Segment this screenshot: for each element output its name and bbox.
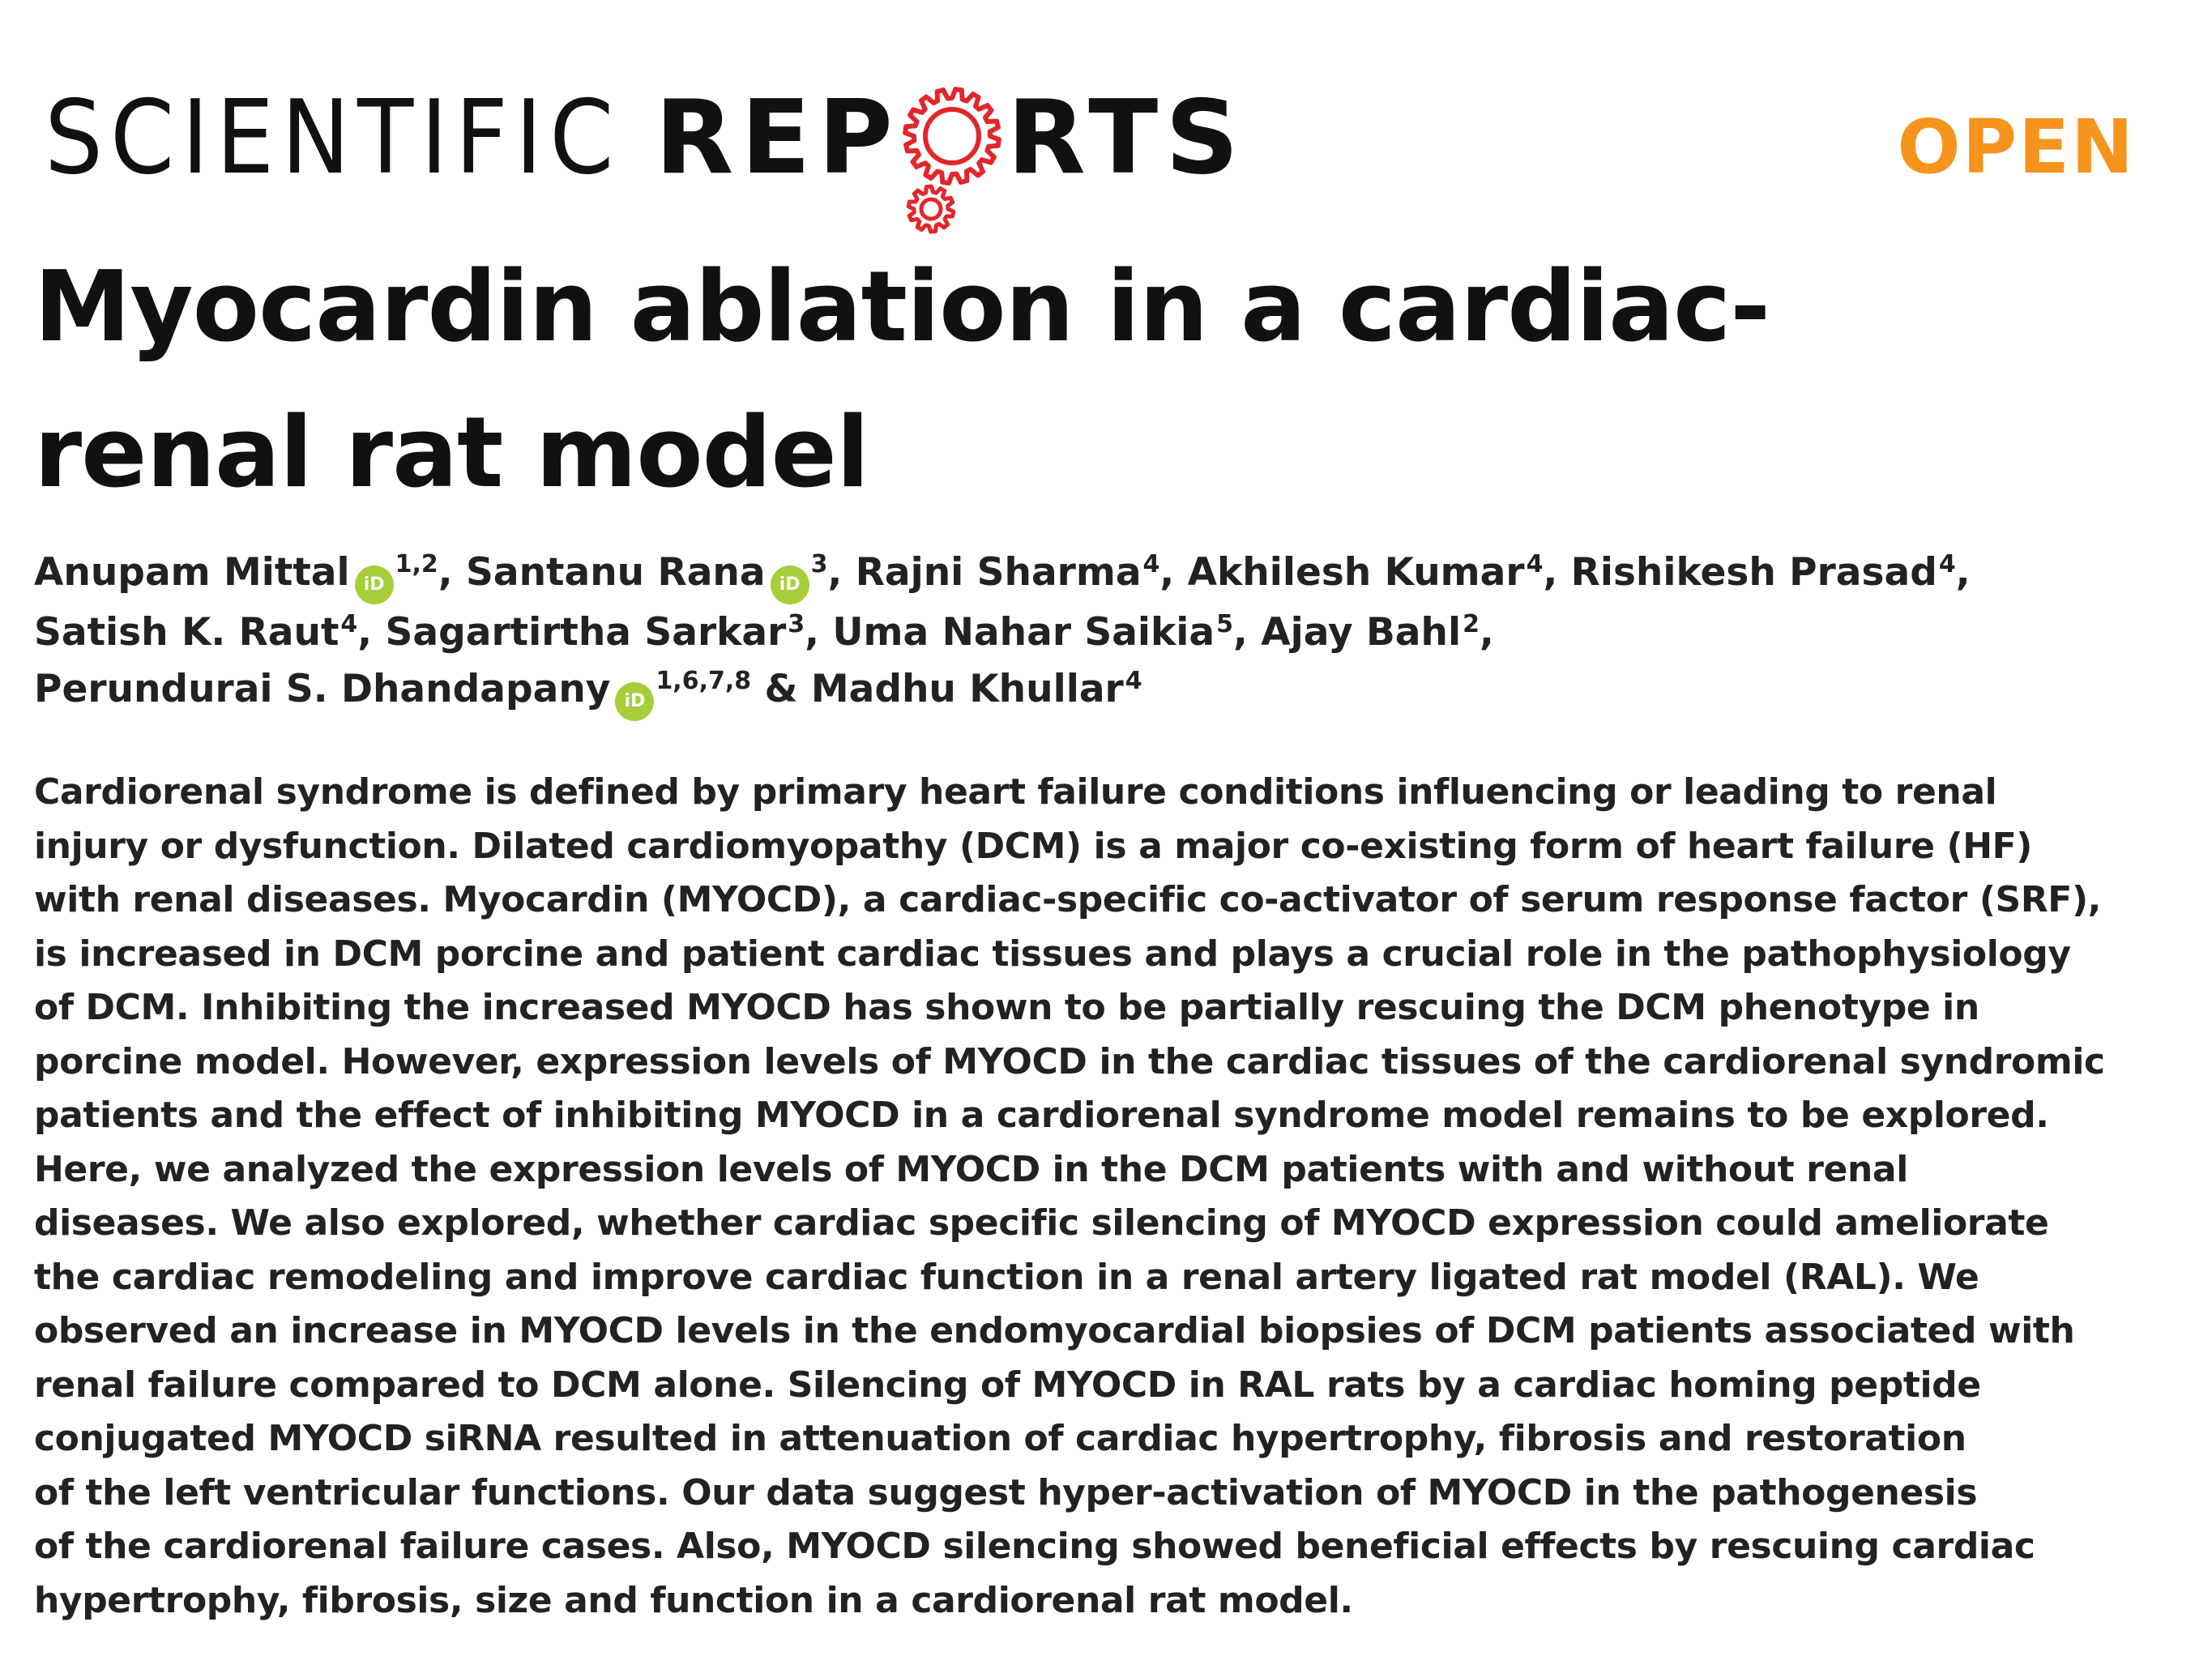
journal-logo[interactable] — [45, 78, 1246, 211]
author-name-text: Satish K. Raut — [34, 610, 339, 655]
affiliation-marker[interactable]: 4 — [340, 610, 358, 638]
author-name[interactable] — [1261, 610, 1480, 655]
abstract-line: Cardiorenal syndrome is defined by primary heart failure conditions influencing or leading to renal — [34, 771, 1997, 813]
affiliation-marker[interactable]: 5 — [1216, 610, 1233, 638]
abstract-line: is increased in DCM porcine and patient cardiac tissues and plays a crucial role in the pathophysiology — [34, 933, 2071, 975]
author-name-text: Sagartirtha Sarkar — [385, 610, 787, 655]
author-separator: , — [827, 550, 856, 595]
author-separator: & — [751, 667, 811, 711]
gear-logo-icon — [903, 81, 1002, 194]
affiliation-marker[interactable]: 3 — [810, 550, 828, 578]
abstract-line: of DCM. Inhibiting the increased MYOCD has shown to be partially rescuing the DCM phenotype in — [34, 987, 1979, 1028]
orcid-icon[interactable]: iD — [615, 682, 654, 721]
abstract-line: observed an increase in MYOCD levels in the endomyocardial biopsies of DCM patients associated with — [34, 1310, 2075, 1351]
author-name[interactable] — [856, 550, 1160, 595]
gear-hub — [921, 199, 941, 219]
affiliation-marker[interactable]: 4 — [1526, 550, 1544, 578]
author-name-text: Santanu Rana — [466, 550, 766, 595]
author-name[interactable] — [1188, 550, 1544, 595]
affiliation-marker[interactable]: 4 — [1125, 667, 1142, 695]
abstract-line: porcine model. However, expression levels of MYOCD in the cardiac tissues of the cardiorenal syndromic — [34, 1040, 2105, 1082]
orcid-icon[interactable]: iD — [771, 566, 809, 604]
journal-name-bold-suffix: RTS — [1006, 78, 1246, 197]
author-name[interactable] — [34, 550, 438, 595]
abstract-line: Here, we analyzed the expression levels of MYOCD in the DCM patients with and without renal — [34, 1148, 1908, 1190]
author-name[interactable] — [34, 610, 357, 655]
abstract-line: with renal diseases. Myocardin (MYOCD), a cardiac-specific co-activator of serum response factor (SRF), — [34, 879, 2101, 920]
orcid-icon[interactable]: iD — [355, 566, 394, 604]
abstract-line: of the cardiorenal failure cases. Also, MYOCD silencing showed beneficial effects by rescuing cardiac — [34, 1526, 2035, 1567]
author-name[interactable] — [832, 610, 1233, 655]
journal-header — [45, 78, 2167, 227]
author-separator: , — [357, 610, 386, 655]
journal-name-bold — [655, 78, 1246, 197]
abstract-line: the cardiac remodeling and improve cardiac function in a renal artery ligated rat model (RAL). We — [34, 1256, 1979, 1298]
author-separator: , — [1159, 550, 1188, 595]
affiliation-marker[interactable]: 2 — [1463, 610, 1480, 638]
author-name[interactable] — [386, 610, 805, 655]
gear-hub — [925, 109, 979, 163]
author-separator: , — [1543, 550, 1571, 595]
author-name-text: Anupam Mittal — [34, 550, 350, 595]
gear-outline — [908, 186, 954, 232]
author-separator: , — [805, 610, 833, 655]
affiliation-marker[interactable]: 1,6,7,8 — [655, 667, 752, 695]
author-name-text: Akhilesh Kumar — [1187, 550, 1525, 595]
author-name-text: Rajni Sharma — [855, 550, 1142, 595]
affiliation-marker[interactable]: 4 — [1938, 550, 1956, 578]
author-separator: , — [1955, 550, 1971, 595]
author-name-text: Uma Nahar Saikia — [832, 610, 1215, 655]
open-access-badge[interactable]: OPEN — [1897, 104, 2135, 190]
gear-outline — [905, 89, 999, 183]
affiliation-marker[interactable]: 3 — [788, 610, 805, 638]
author-name[interactable] — [811, 667, 1142, 711]
journal-name-bold-prefix: REP — [655, 78, 900, 197]
abstract-line: injury or dysfunction. Dilated cardiomyopathy (DCM) is a major co-existing form of heart failure (HF) — [34, 825, 2032, 867]
abstract-line: hypertrophy, fibrosis, size and function in a cardiorenal rat model. — [34, 1579, 1353, 1621]
author-separator: , — [1479, 610, 1494, 655]
author-separator: , — [438, 550, 467, 595]
article-title — [34, 235, 2060, 527]
abstract-line: conjugated MYOCD siRNA resulted in attenuation of cardiac hypertrophy, fibrosis and restoration — [34, 1418, 1966, 1459]
author-name-text: Ajay Bahl — [1261, 610, 1462, 655]
author-name[interactable] — [466, 550, 827, 595]
article-title-line-2: renal rat model — [34, 397, 869, 510]
author-name-text: Madhu Khullar — [810, 667, 1124, 711]
abstract-line: of the left ventricular functions. Our data suggest hyper-activation of MYOCD in the pathogenesis — [34, 1471, 1978, 1513]
author-name-text: Perundurai S. Dhandapany — [34, 667, 611, 711]
author-name-text: Rishikesh Prasad — [1570, 550, 1937, 595]
author-name[interactable] — [34, 667, 751, 711]
abstract — [34, 766, 2181, 1628]
author-separator: , — [1233, 610, 1262, 655]
author-name[interactable] — [1571, 550, 1956, 595]
affiliation-marker[interactable]: 1,2 — [395, 550, 438, 578]
author-list — [34, 544, 2157, 721]
abstract-line: renal failure compared to DCM alone. Silencing of MYOCD in RAL rats by a cardiac homing peptide — [34, 1364, 1981, 1406]
affiliation-marker[interactable]: 4 — [1142, 550, 1160, 578]
abstract-line: patients and the effect of inhibiting MYOCD in a cardiorenal syndrome model remains to be explored. — [34, 1095, 2049, 1136]
article-title-line-1: Myocardin ablation in a cardiac- — [34, 251, 1770, 364]
journal-name-light: SCIENTIFIC — [45, 78, 621, 197]
abstract-line: diseases. We also explored, whether cardiac specific silencing of MYOCD expression could ameliorate — [34, 1202, 2049, 1244]
